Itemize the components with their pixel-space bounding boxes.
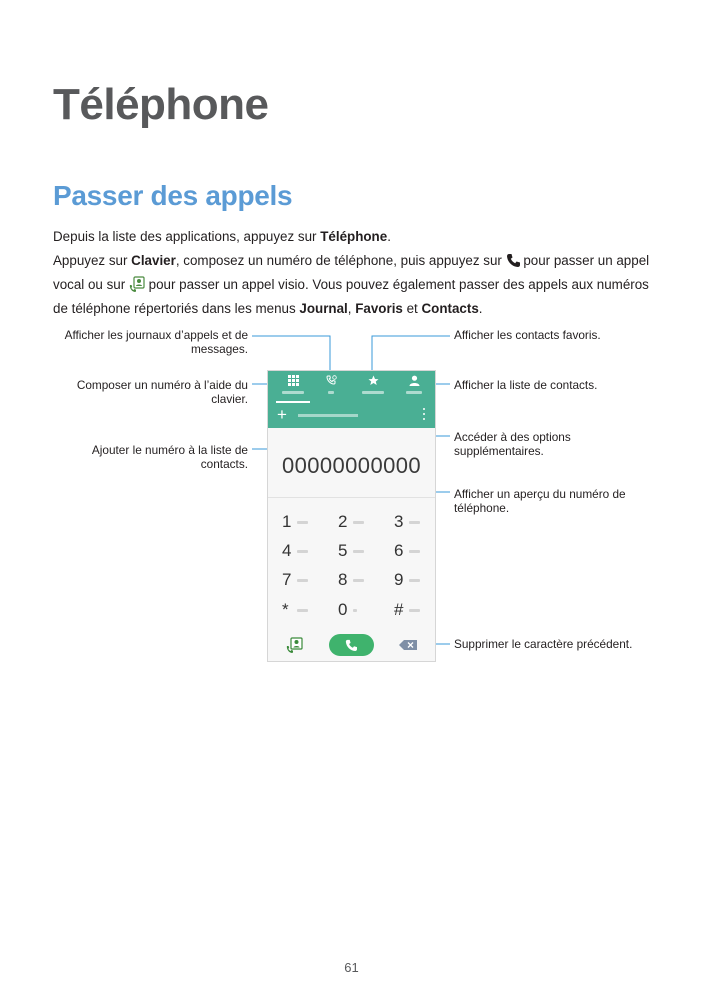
phone-action-row — [268, 405, 435, 428]
intro-paragraph-1 — [53, 226, 653, 247]
page-title: Téléphone — [53, 80, 269, 129]
star-icon — [368, 375, 379, 386]
key-6[interactable]: 6 — [388, 540, 436, 562]
tab-log[interactable] — [316, 375, 346, 405]
bold-contacts: Contacts — [421, 301, 479, 316]
text-run: Appuyez sur — [53, 253, 132, 268]
dialed-number: 00000000000 — [282, 453, 421, 478]
keypad-icon — [288, 375, 299, 386]
more-icon[interactable] — [423, 408, 426, 422]
intro-paragraph-2 — [53, 250, 653, 319]
text-run: pour passer un appel visio. Vous pouvez également passer des appels aux numéros de téléphone répertoriés dans les menus — [53, 277, 649, 316]
contact-icon — [409, 375, 420, 386]
section-title: Passer des appels — [53, 180, 293, 211]
key-star[interactable]: * — [276, 599, 326, 621]
backspace-icon[interactable] — [399, 640, 417, 650]
divider — [268, 497, 435, 498]
callout-log: Afficher les journaux d’appels et de messages. — [64, 328, 248, 356]
key-7[interactable]: 7 — [276, 569, 326, 591]
text-run: , composez un numéro de téléphone, puis appuyez sur — [175, 253, 506, 268]
text-run: . — [387, 229, 391, 244]
tab-favorites[interactable] — [358, 375, 388, 405]
text-run: et — [402, 301, 422, 316]
add-to-contacts-label — [298, 414, 358, 417]
bold-clavier: Clavier — [131, 253, 176, 268]
video-call-icon[interactable] — [286, 637, 303, 653]
add-contact-button[interactable]: + — [277, 405, 287, 424]
key-0[interactable]: 0 — [332, 599, 382, 621]
text-run: . — [478, 301, 483, 316]
key-4[interactable]: 4 — [276, 540, 326, 562]
call-button[interactable] — [329, 634, 374, 656]
phone-icon — [506, 253, 520, 274]
callout-keypad: Composer un numéro à l’aide du clavier. — [76, 378, 248, 406]
key-8[interactable]: 8 — [332, 569, 382, 591]
callout-contacts: Afficher la liste de contacts. — [454, 378, 598, 392]
callout-options: Accéder à des options supplémentaires. — [454, 430, 571, 458]
phone-header — [268, 371, 435, 428]
call-log-icon — [326, 375, 337, 386]
key-1[interactable]: 1 — [276, 511, 326, 533]
key-9[interactable]: 9 — [388, 569, 436, 591]
page-number: 61 — [344, 960, 359, 975]
text-run: pour passer un appel vocal ou sur — [53, 253, 650, 292]
key-3[interactable]: 3 — [388, 511, 436, 533]
bold-telephone: Téléphone — [320, 229, 388, 244]
text-run: Depuis la liste des applications, appuyez sur — [53, 229, 321, 244]
key-hash[interactable]: # — [388, 599, 436, 621]
text-run: , — [347, 301, 356, 316]
key-5[interactable]: 5 — [332, 540, 382, 562]
callout-add-contact: Ajouter le numéro à la liste de contacts. — [91, 443, 248, 471]
callout-delete: Supprimer le caractère précédent. — [454, 637, 633, 651]
tab-contacts[interactable] — [399, 375, 429, 405]
active-tab-indicator — [276, 401, 310, 403]
bold-journal: Journal — [299, 301, 348, 316]
key-2[interactable]: 2 — [332, 511, 382, 533]
phone-icon — [345, 639, 357, 651]
callout-preview: Afficher un aperçu du numéro de téléphone. — [454, 487, 626, 515]
video-call-icon — [129, 276, 145, 298]
bold-favoris: Favoris — [355, 301, 403, 316]
callout-favorites: Afficher les contacts favoris. — [454, 328, 601, 342]
phone-screenshot — [267, 370, 436, 662]
